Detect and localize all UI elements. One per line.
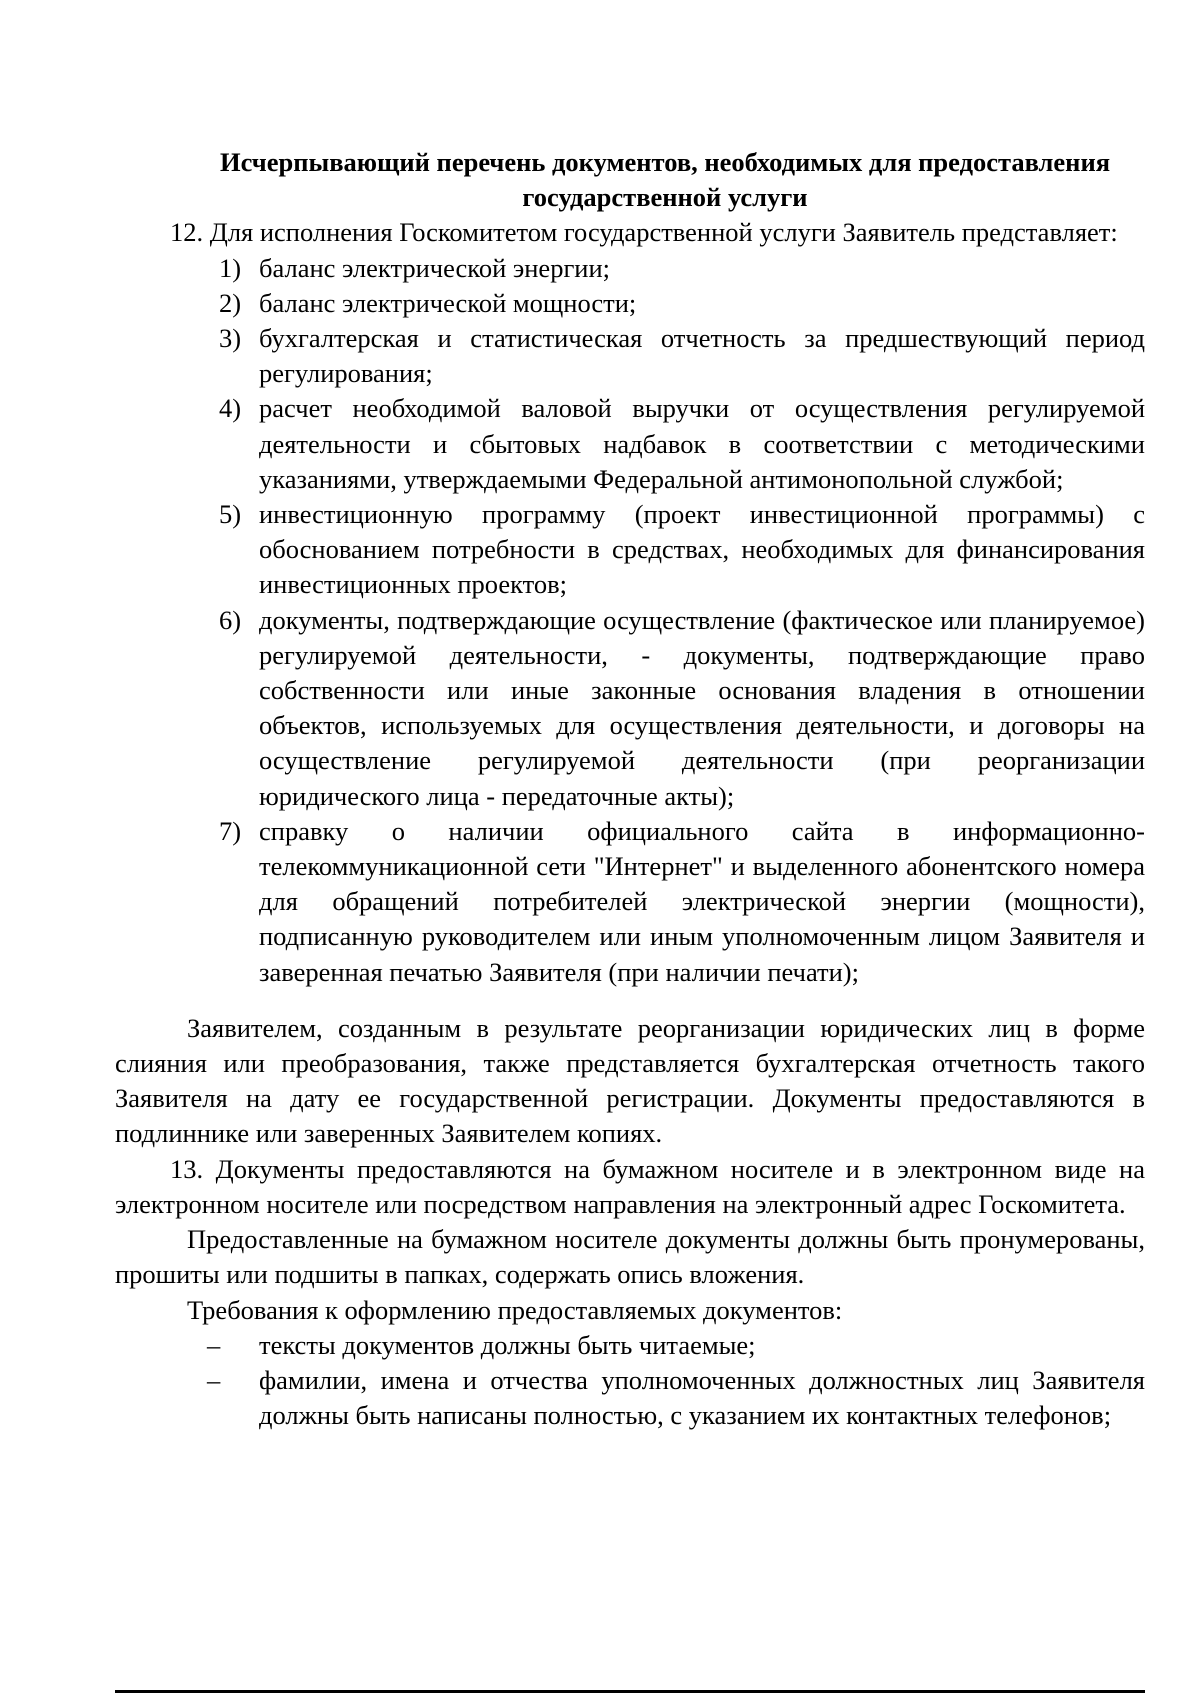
requirements-heading: Требования к оформлению предоставляемых документов:: [187, 1294, 843, 1325]
list-item: [219, 251, 1145, 286]
list-item-text: документы, подтверждающие осуществление (фактическое или планируемое) регулируемой деятельности, - документы, подтверждающие право собственности или иные законные основания владения в отношении объектов, используемых для осуществления деятельности, и договоры на осуществление регулируемой деятельности (при реорганизации юридического лица - передаточные акты);: [259, 604, 1145, 811]
list-item: [219, 497, 1145, 603]
dash-bullet: –: [207, 1329, 221, 1360]
list-item-number: 5): [219, 499, 242, 530]
page-bottom-rule: [115, 1690, 1145, 1693]
list-item: [219, 321, 1145, 391]
list-item-number: 1): [219, 252, 242, 283]
documents-list: [115, 251, 1145, 990]
list-item: [207, 1363, 1145, 1433]
list-item: [219, 814, 1145, 990]
document-body: [115, 145, 1145, 1433]
title-line-1: Исчерпывающий перечень документов, необходимых для предоставления: [219, 147, 1111, 177]
list-item-number: 4): [219, 393, 242, 424]
document-title: [115, 145, 1145, 215]
dash-bullet: –: [207, 1364, 221, 1395]
list-item-number: 2): [219, 287, 242, 318]
list-item: [219, 603, 1145, 814]
paragraph-reorganization: Заявителем, созданным в результате реорганизации юридических лиц в форме слияния или преобразования, также представляется бухгалтерская отчетность такого Заявителя на дату ее государственной регистрации. Документы предоставляются в подлиннике или заверенных Заявителем копиях.: [115, 1012, 1145, 1149]
list-item-text: инвестиционную программу (проект инвестиционной программы) с обоснованием потребности в средствах, необходимых для финансирования инвестиционных проектов;: [259, 499, 1145, 600]
paragraph-12: 12. Для исполнения Госкомитетом государственной услуги Заявитель представляет:: [170, 217, 1118, 248]
list-item-number: 3): [219, 323, 242, 354]
list-item-text: баланс электрической энергии;: [259, 252, 611, 283]
list-item-number: 7): [219, 815, 242, 846]
list-item-text: фамилии, имена и отчества уполномоченных должностных лиц Заявителя должны быть написаны полностью, с указанием их контактных телефонов;: [259, 1364, 1145, 1431]
paragraph-13: 13. Документы предоставляются на бумажном носителе и в электронном виде на электронном носителе или посредством направления на электронный адрес Госкомитета.: [115, 1153, 1145, 1219]
list-item: [207, 1328, 1145, 1363]
list-item-text: справку о наличии официального сайта в информационно-телекоммуникационной сети "Интернет" и выделенного абонентского номера для обращений потребителей электрической энергии (мощности), подписанную руководителем или иным уполномоченным лицом Заявителя и заверенная печатью Заявителя (при наличии печати);: [259, 815, 1145, 987]
list-item-text: баланс электрической мощности;: [259, 287, 637, 318]
list-item-text: тексты документов должны быть читаемые;: [259, 1329, 756, 1360]
list-item-text: расчет необходимой валовой выручки от осуществления регулируемой деятельности и сбытовых надбавок в соответствии с методическими указаниями, утверждаемыми Федеральной антимонопольной службой;: [259, 393, 1145, 494]
paragraph-paper-documents: Предоставленные на бумажном носителе документы должны быть пронумерованы, прошиты или подшиты в папках, содержать опись вложения.: [115, 1224, 1145, 1290]
spacer: [115, 990, 1145, 1011]
list-item-text: бухгалтерская и статистическая отчетность за предшествующий период регулирования;: [259, 323, 1145, 389]
requirements-list: [115, 1328, 1145, 1434]
title-line-2: государственной услуги: [522, 182, 808, 213]
list-item: [219, 286, 1145, 321]
list-item-number: 6): [219, 604, 242, 635]
list-item: [219, 391, 1145, 497]
